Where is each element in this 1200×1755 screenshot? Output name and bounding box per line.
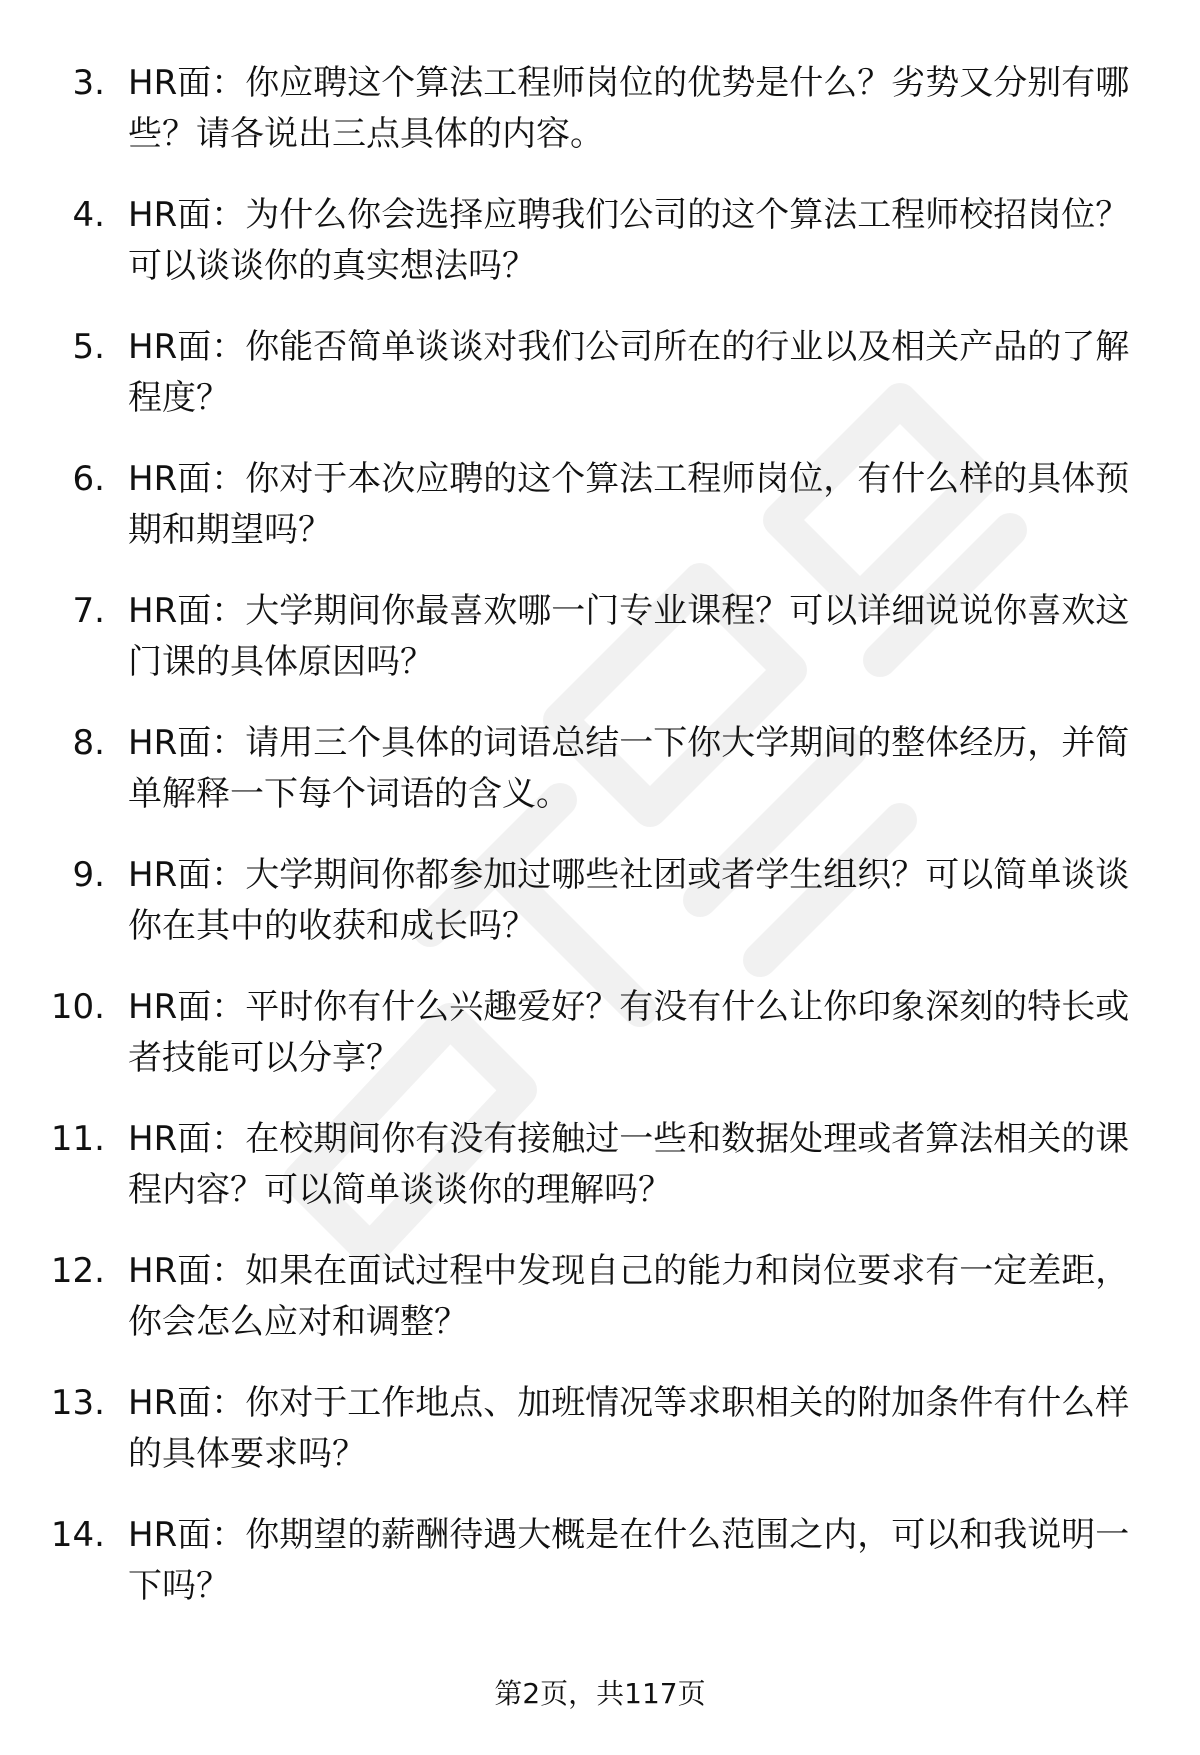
question-text: HR面：如果在面试过程中发现自己的能力和岗位要求有一定差距，你会怎么应对和调整？ [128,1251,1130,1342]
question-number: 12. [50,1251,105,1291]
question-text: HR面：你能否简单谈谈对我们公司所在的行业以及相关产品的了解程度？ [128,327,1130,418]
question-list [0,58,1200,1642]
page-footer: 第2页，共117页 [494,1677,706,1710]
question-number: 3. [72,63,105,103]
question-item [0,190,1200,322]
question-item [0,322,1200,454]
question-item [0,454,1200,586]
question-text: HR面：大学期间你最喜欢哪一门专业课程？可以详细说说你喜欢这门课的具体原因吗？ [128,591,1130,682]
question-number: 5. [72,327,105,367]
question-number: 7. [72,591,105,631]
question-item [0,718,1200,850]
question-text: HR面：请用三个具体的词语总结一下你大学期间的整体经历，并简单解释一下每个词语的含义。 [128,723,1130,814]
question-item [0,1114,1200,1246]
question-number: 14. [50,1515,105,1555]
question-number: 4. [72,195,105,235]
question-number: 10. [50,987,105,1027]
question-text: HR面：为什么你会选择应聘我们公司的这个算法工程师校招岗位？可以谈谈你的真实想法吗？ [128,195,1130,286]
question-item [0,850,1200,982]
question-item [0,1246,1200,1378]
question-text: HR面：大学期间你都参加过哪些社团或者学生组织？可以简单谈谈你在其中的收获和成长吗？ [128,855,1130,946]
question-number: 8. [72,723,105,763]
question-item [0,586,1200,718]
question-number: 6. [72,459,105,499]
question-text: HR面：你期望的薪酬待遇大概是在什么范围之内，可以和我说明一下吗？ [128,1515,1130,1606]
question-text: HR面：你应聘这个算法工程师岗位的优势是什么？劣势又分别有哪些？请各说出三点具体的内容。 [128,63,1130,154]
question-number: 13. [50,1383,105,1423]
question-number: 11. [50,1119,105,1159]
question-text: HR面：在校期间你有没有接触过一些和数据处理或者算法相关的课程内容？可以简单谈谈你的理解吗？ [128,1119,1130,1210]
question-text: HR面：你对于工作地点、加班情况等求职相关的附加条件有什么样的具体要求吗？ [128,1383,1130,1474]
question-text: HR面：平时你有什么兴趣爱好？有没有什么让你印象深刻的特长或者技能可以分享？ [128,987,1130,1078]
question-item [0,1510,1200,1642]
question-item [0,982,1200,1114]
question-text: HR面：你对于本次应聘的这个算法工程师岗位，有什么样的具体预期和期望吗？ [128,459,1130,550]
question-item [0,1378,1200,1510]
question-number: 9. [72,855,105,895]
question-item [0,58,1200,190]
